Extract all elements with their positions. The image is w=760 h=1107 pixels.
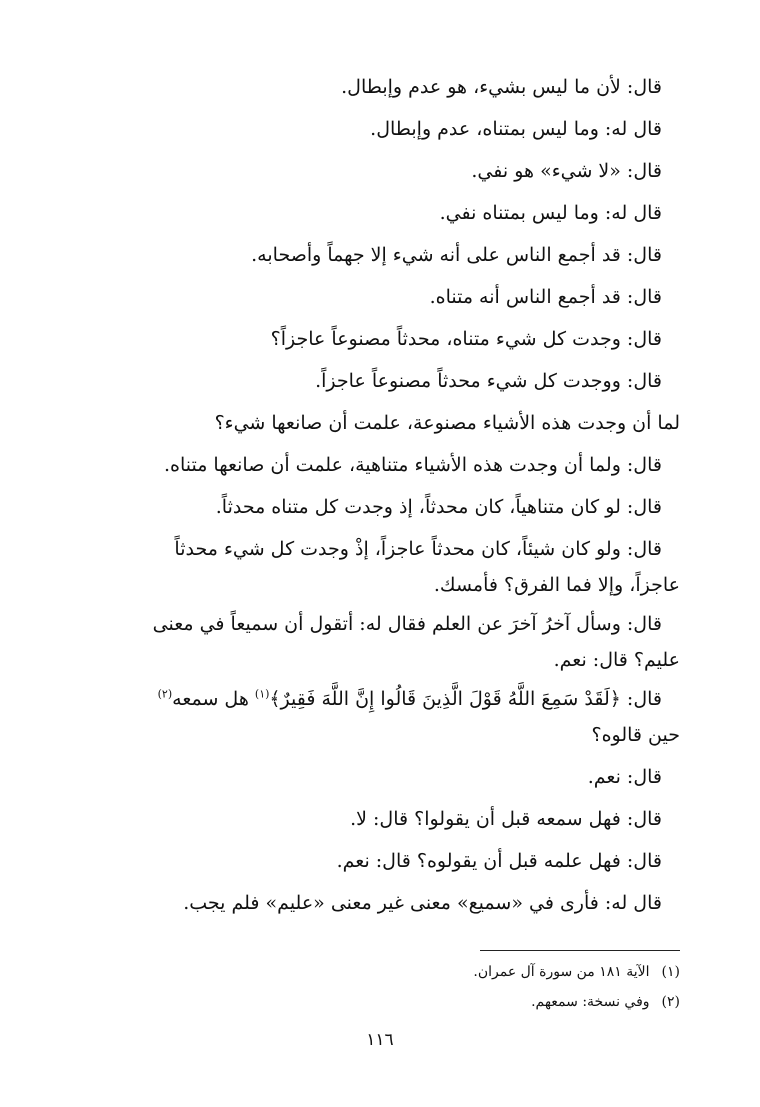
text-line: قال: لأن ما ليس بشيء، هو عدم وإبطال. <box>341 76 662 98</box>
footnote-item <box>280 987 680 1017</box>
question-text: هل سمعه <box>172 688 255 710</box>
text-line: قال: فهل سمعه قبل أن يقولوا؟ قال: لا. <box>350 808 662 830</box>
speaker-prefix: قال: <box>620 688 662 710</box>
quran-verse: ﴿لَقَدْ سَمِعَ اللَّهُ قَوْلَ الَّذِينَ قَالُوا إِنَّ اللَّهَ فَقِيرٌ﴾ <box>269 688 621 710</box>
text-line: قال: فهل علمه قبل أن يقولوه؟ قال: نعم. <box>336 850 662 872</box>
footnote-ref-1[interactable]: (١) <box>254 687 270 701</box>
text-line: قال له: وما ليس بمتناه نفي. <box>439 202 662 224</box>
page-body <box>70 66 680 924</box>
text-line: قال: لو كان متناهياً، كان محدثاً، إذ وجدت كل متناه محدثاً. <box>215 496 662 518</box>
text-line: قال له: وما ليس بمتناه، عدم وإبطال. <box>370 118 662 140</box>
paragraph-second-line: عاجزاً، وإلا فما الفرق؟ فأمسك. <box>433 574 680 596</box>
text-line: قال: قد أجمع الناس أنه متناه. <box>429 286 662 308</box>
footnote-item <box>280 957 680 987</box>
text-line: قال: «لا شيء» هو نفي. <box>471 160 662 182</box>
paragraph <box>70 531 680 603</box>
footnotes <box>280 957 680 1017</box>
footnote-text: الآية ١٨١ من سورة آل عمران. <box>473 964 650 980</box>
text-line: قال: ووجدت كل شيء محدثاً مصنوعاً عاجزاً. <box>315 370 662 392</box>
paragraph <box>70 606 680 678</box>
text-line: قال: وجدت كل شيء متناه، محدثاً مصنوعاً عاجزاً؟ <box>270 328 662 350</box>
paragraph-first-line <box>70 681 680 717</box>
text-line: قال له: فأرى في «سميع» معنى غير معنى «عليم» فلم يجب. <box>183 892 662 914</box>
footnote-number: (٢) <box>661 994 680 1010</box>
paragraph-quran <box>70 681 680 753</box>
text-line: قال: قد أجمع الناس على أنه شيء إلا جهماً وأصحابه. <box>251 244 662 266</box>
paragraph-second-line: حين قالوه؟ <box>591 724 680 746</box>
text-line: قال: نعم. <box>587 766 662 788</box>
paragraph-first-line: قال: وسأل آخرُ آخرَ عن العلم فقال له: أتقول أن سميعاً في معنى <box>152 613 662 635</box>
paragraph-second-line: عليم؟ قال: نعم. <box>553 649 680 671</box>
footnote-ref-2[interactable]: (٢) <box>157 687 173 701</box>
paragraph-first-line: قال: ولو كان شيئاً، كان محدثاً عاجزاً، إذْ وجدت كل شيء محدثاً <box>174 538 662 560</box>
footnote-number: (١) <box>661 964 680 980</box>
footnote-divider <box>480 950 680 951</box>
text-line: قال: ولما أن وجدت هذه الأشياء متناهية، علمت أن صانعها متناه. <box>163 454 662 476</box>
footnote-text: وفي نسخة: سمعهم. <box>531 994 650 1010</box>
text-line: لما أن وجدت هذه الأشياء مصنوعة، علمت أن صانعها شيء؟ <box>214 412 680 434</box>
page-number: ١١٦ <box>366 1030 394 1050</box>
